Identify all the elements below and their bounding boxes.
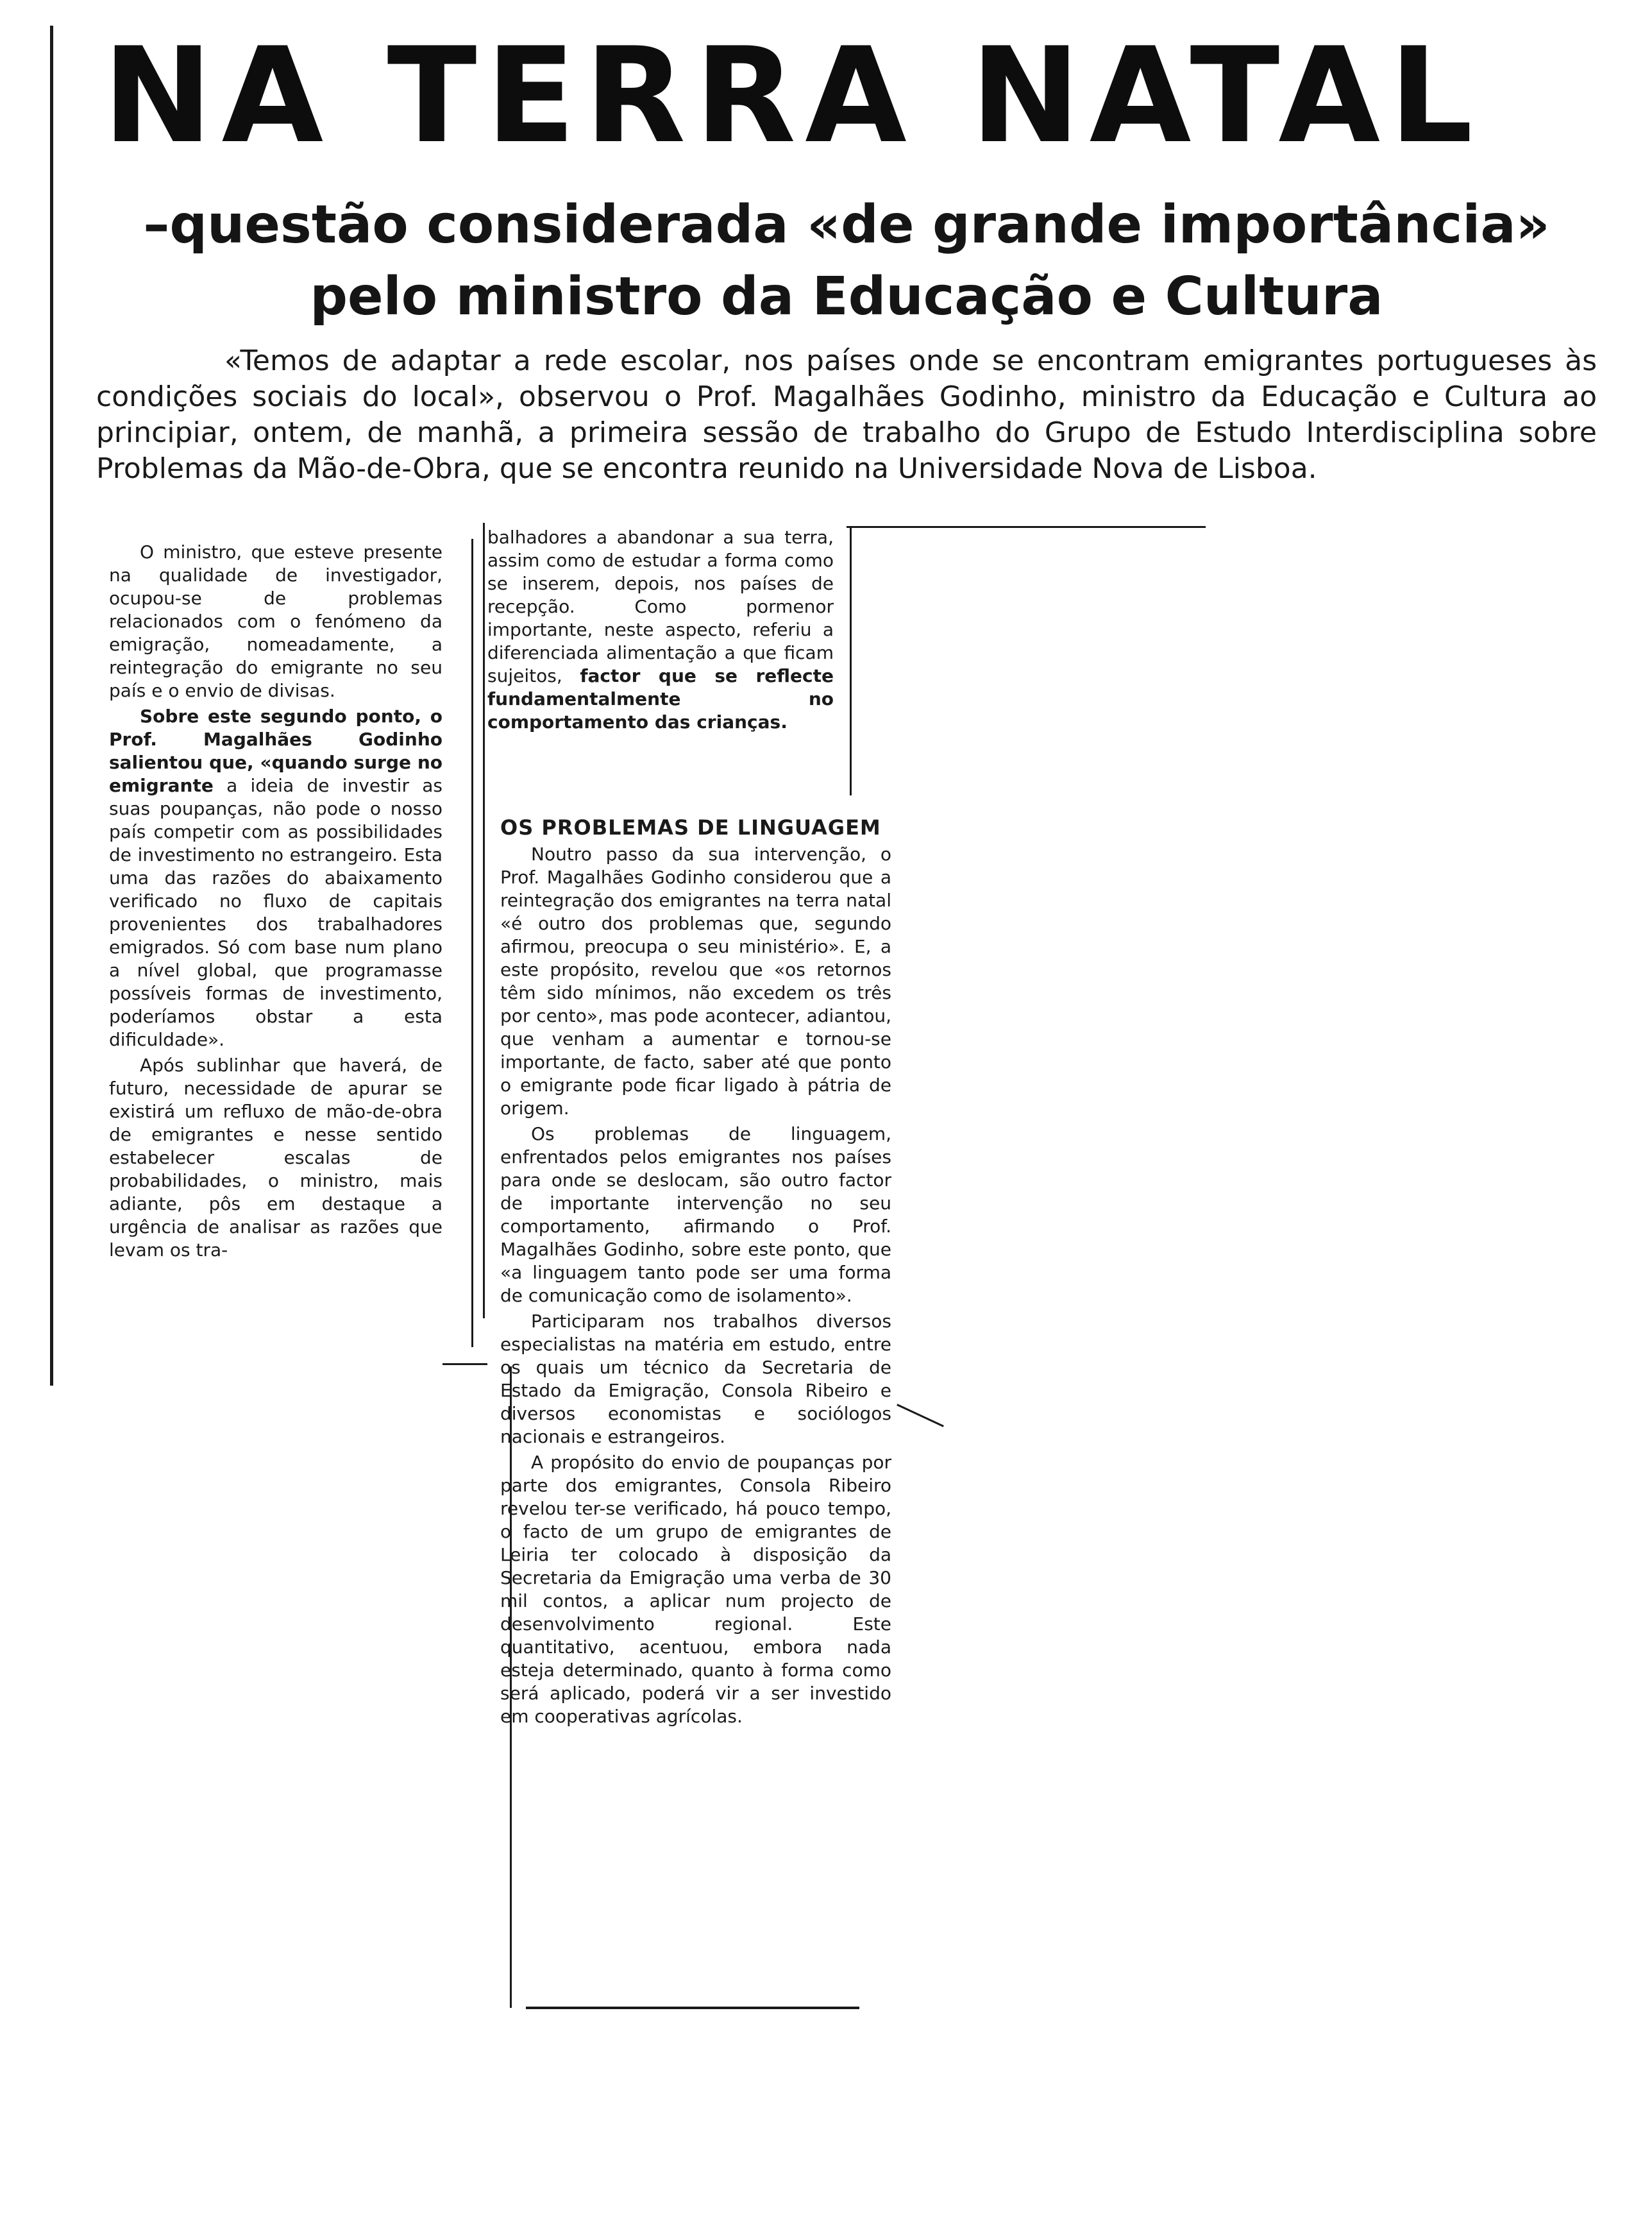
- column1-paragraph-2: [109, 705, 442, 1051]
- section-subtitle: OS PROBLEMAS DE LINGUAGEM: [500, 815, 881, 840]
- column-rule-col3-right: [850, 526, 852, 795]
- scan-mark: [897, 1404, 944, 1427]
- column3-paragraph-2: Os problemas de linguagem, enfrentados pelos emigrantes nos países para onde se deslocam, são outro factor de importante intervenção no seu comportamento, afirmando o Prof. Magalhães Godinho, sobre este ponto, que «a linguagem tanto pode ser uma forma de comunicação como de isolamento».: [500, 1123, 891, 1306]
- article-column-3: [500, 815, 891, 1731]
- column2-paragraph-1: [487, 526, 834, 734]
- column1-paragraph-1: O ministro, que esteve presente na qualidade de investigador, ocupou-se de problemas relacionados com o fenómeno da emigração, nomeadamente, a reintegração do emigrante no seu país e o envio de divisas.: [109, 541, 442, 701]
- column-rule-col2-left: [483, 523, 485, 1318]
- lede-paragraph: «Temos de adaptar a rede escolar, nos países onde se encontram emigrantes portugueses às condições sociais do local», observou o Prof. Magalhães Godinho, ministro da Educação e Cultura ao principiar, ontem, de manhã, a primeira sessão de trabalho do Grupo de Estudo Interdisciplina sobre Problemas da Mão-de-Obra, que se encontra reunido na Universidade Nova de Lisboa.: [96, 344, 1597, 485]
- column-rule-bottom: [526, 2007, 859, 2009]
- article-column-2: [487, 526, 834, 736]
- column-rule-mid: [442, 1363, 487, 1365]
- column-rule-top: [847, 526, 1206, 528]
- column3-paragraph-1: Noutro passo da sua intervenção, o Prof. Magalhães Godinho considerou que a reintegração dos emigrantes na terra natal «é outro dos problemas que, segundo afirmou, preocupa o seu ministério». E, a este propósito, revelou que «os retornos têm sido mínimos, não excedem os três por cento», mas pode acontecer, adiantou, que venham a aumentar e tornou-se importante, de facto, saber até que ponto o emigrante pode ficar ligado à pátria de origem.: [500, 844, 891, 1119]
- column2-paragraph-1-text: balhadores a abandonar a sua terra, assim como de estudar a forma como se inserem, depois, nos países de recepção. Como pormenor importante, neste aspecto, referiu a diferenciada alimentação a que ficam sujeitos,: [487, 527, 834, 686]
- subheadline: –questão considerada «de grande importância» pelo ministro da Educação e Cultura: [143, 194, 1550, 327]
- scan-margin-line-left: [50, 26, 53, 1386]
- column1-paragraph-2-bold: Sobre este segundo ponto, o Prof. Magalhães Godinho salientou que, «quando surge no emigrante: [109, 706, 442, 796]
- column2-paragraph-1-bold: factor que se reflecte fundamentalmente no comportamento das crianças.: [487, 665, 834, 733]
- headline: NA TERRA NATAL: [103, 20, 1482, 173]
- column1-paragraph-2-rest: a ideia de investir as suas poupanças, não pode o nosso país competir com as possibilidades de investimento no estrangeiro. Esta uma das razões do abaixamento verificado no fluxo de capitais provenientes dos trabalhadores emigrados. Só com base num plano a nível global, que programasse possíveis formas de investimento, poderíamos obstar a esta dificuldade».: [109, 775, 442, 1050]
- column-rule-col1-right: [471, 539, 473, 1347]
- article-column-1: [109, 541, 442, 1264]
- column1-paragraph-3: Após sublinhar que haverá, de futuro, necessidade de apurar se existirá um refluxo de mão-de-obra de emigrantes e nesse sentido estabelecer escalas de probabilidades, o ministro, mais adiante, pôs em destaque a urgência de analisar as razões que levam os tra-: [109, 1055, 442, 1261]
- column3-paragraph-4: A propósito do envio de poupanças por parte dos emigrantes, Consola Ribeiro revelou ter-se verificado, há pouco tempo, o facto de um grupo de emigrantes de Leiria ter colocado à disposição da Secretaria da Emigração uma verba de 30 mil contos, a aplicar num projecto de desenvolvimento regional. Este quantitativo, acentuou, embora nada esteja determinado, quanto à forma como será aplicado, poderá vir a ser investido em cooperativas agrícolas.: [500, 1452, 891, 1727]
- column3-paragraph-3: Participaram nos trabalhos diversos especialistas na matéria em estudo, entre os quais um técnico da Secretaria de Estado da Emigração, Consola Ribeiro e diversos economistas e sociólogos nacionais e estrangeiros.: [500, 1311, 891, 1447]
